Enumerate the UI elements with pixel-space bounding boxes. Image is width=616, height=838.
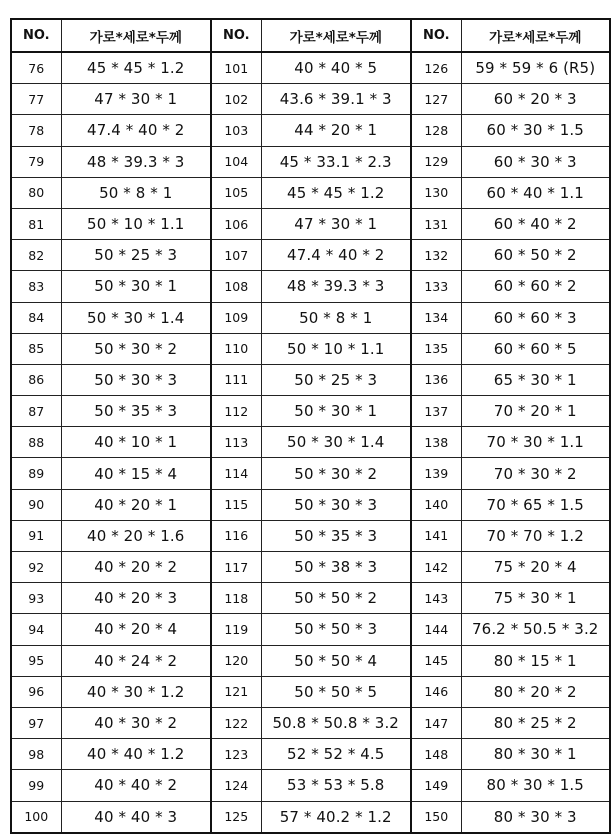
item-dimensions: 75 * 30 * 1 <box>461 583 610 614</box>
header-no: NO. <box>411 19 461 52</box>
item-number: 96 <box>11 676 61 707</box>
item-number: 147 <box>411 707 461 738</box>
spec-sheet <box>10 18 611 834</box>
item-number: 113 <box>211 427 261 458</box>
item-number: 124 <box>211 770 261 801</box>
item-dimensions: 80 * 15 * 1 <box>461 645 610 676</box>
table-row <box>11 801 610 833</box>
item-number: 81 <box>11 208 61 239</box>
item-number: 150 <box>411 801 461 833</box>
item-dimensions: 50 * 30 * 1 <box>261 396 411 427</box>
item-number: 115 <box>211 489 261 520</box>
table-row <box>11 707 610 738</box>
item-number: 93 <box>11 583 61 614</box>
table-row <box>11 676 610 707</box>
table-row <box>11 458 610 489</box>
table-row <box>11 396 610 427</box>
item-number: 92 <box>11 552 61 583</box>
item-number: 148 <box>411 739 461 770</box>
item-number: 84 <box>11 302 61 333</box>
table-row <box>11 552 610 583</box>
item-number: 125 <box>211 801 261 833</box>
item-dimensions: 50 * 30 * 3 <box>261 489 411 520</box>
item-dimensions: 80 * 25 * 2 <box>461 707 610 738</box>
item-number: 112 <box>211 396 261 427</box>
item-dimensions: 50 * 10 * 1.1 <box>261 333 411 364</box>
header-no: NO. <box>211 19 261 52</box>
header-dimensions: 가로*세로*두께 <box>261 19 411 52</box>
item-number: 136 <box>411 364 461 395</box>
table-row <box>11 645 610 676</box>
table-row <box>11 208 610 239</box>
item-number: 145 <box>411 645 461 676</box>
item-number: 78 <box>11 115 61 146</box>
item-number: 118 <box>211 583 261 614</box>
item-number: 77 <box>11 84 61 115</box>
item-number: 116 <box>211 520 261 551</box>
item-number: 111 <box>211 364 261 395</box>
item-number: 141 <box>411 520 461 551</box>
item-number: 105 <box>211 177 261 208</box>
item-dimensions: 60 * 60 * 2 <box>461 271 610 302</box>
item-dimensions: 50 * 50 * 2 <box>261 583 411 614</box>
table-row <box>11 520 610 551</box>
item-number: 95 <box>11 645 61 676</box>
item-number: 108 <box>211 271 261 302</box>
item-number: 109 <box>211 302 261 333</box>
table-row <box>11 333 610 364</box>
item-number: 90 <box>11 489 61 520</box>
item-dimensions: 80 * 20 * 2 <box>461 676 610 707</box>
item-dimensions: 50 * 25 * 3 <box>261 364 411 395</box>
item-number: 128 <box>411 115 461 146</box>
item-number: 80 <box>11 177 61 208</box>
item-number: 137 <box>411 396 461 427</box>
item-dimensions: 50 * 30 * 1.4 <box>261 427 411 458</box>
item-dimensions: 40 * 10 * 1 <box>61 427 211 458</box>
item-dimensions: 60 * 40 * 2 <box>461 208 610 239</box>
item-dimensions: 40 * 40 * 2 <box>61 770 211 801</box>
item-dimensions: 53 * 53 * 5.8 <box>261 770 411 801</box>
item-number: 146 <box>411 676 461 707</box>
item-dimensions: 50.8 * 50.8 * 3.2 <box>261 707 411 738</box>
item-number: 91 <box>11 520 61 551</box>
item-dimensions: 50 * 35 * 3 <box>61 396 211 427</box>
item-dimensions: 40 * 40 * 3 <box>61 801 211 833</box>
item-dimensions: 50 * 30 * 1.4 <box>61 302 211 333</box>
item-dimensions: 50 * 30 * 3 <box>61 364 211 395</box>
item-dimensions: 50 * 25 * 3 <box>61 240 211 271</box>
table-row <box>11 52 610 84</box>
item-dimensions: 45 * 45 * 1.2 <box>261 177 411 208</box>
item-number: 102 <box>211 84 261 115</box>
item-number: 104 <box>211 146 261 177</box>
item-number: 139 <box>411 458 461 489</box>
table-row <box>11 240 610 271</box>
item-dimensions: 80 * 30 * 1 <box>461 739 610 770</box>
item-number: 123 <box>211 739 261 770</box>
table-row <box>11 271 610 302</box>
table-row <box>11 364 610 395</box>
item-dimensions: 40 * 20 * 1.6 <box>61 520 211 551</box>
item-dimensions: 80 * 30 * 3 <box>461 801 610 833</box>
item-dimensions: 60 * 40 * 1.1 <box>461 177 610 208</box>
item-number: 144 <box>411 614 461 645</box>
item-number: 117 <box>211 552 261 583</box>
item-dimensions: 45 * 45 * 1.2 <box>61 52 211 84</box>
item-number: 134 <box>411 302 461 333</box>
item-number: 120 <box>211 645 261 676</box>
item-dimensions: 50 * 50 * 4 <box>261 645 411 676</box>
item-dimensions: 50 * 30 * 2 <box>61 333 211 364</box>
item-number: 99 <box>11 770 61 801</box>
item-number: 121 <box>211 676 261 707</box>
item-dimensions: 50 * 30 * 2 <box>261 458 411 489</box>
item-number: 129 <box>411 146 461 177</box>
item-number: 142 <box>411 552 461 583</box>
item-dimensions: 43.6 * 39.1 * 3 <box>261 84 411 115</box>
item-number: 85 <box>11 333 61 364</box>
item-dimensions: 70 * 20 * 1 <box>461 396 610 427</box>
item-number: 86 <box>11 364 61 395</box>
item-dimensions: 40 * 40 * 5 <box>261 52 411 84</box>
item-dimensions: 50 * 10 * 1.1 <box>61 208 211 239</box>
item-number: 103 <box>211 115 261 146</box>
item-dimensions: 50 * 50 * 5 <box>261 676 411 707</box>
table-row <box>11 489 610 520</box>
item-dimensions: 40 * 30 * 2 <box>61 707 211 738</box>
item-number: 100 <box>11 801 61 833</box>
item-number: 110 <box>211 333 261 364</box>
item-dimensions: 80 * 30 * 1.5 <box>461 770 610 801</box>
item-number: 132 <box>411 240 461 271</box>
item-number: 138 <box>411 427 461 458</box>
item-dimensions: 59 * 59 * 6 (R5) <box>461 52 610 84</box>
item-dimensions: 50 * 38 * 3 <box>261 552 411 583</box>
table-row <box>11 84 610 115</box>
item-dimensions: 40 * 24 * 2 <box>61 645 211 676</box>
table-row <box>11 302 610 333</box>
item-dimensions: 40 * 15 * 4 <box>61 458 211 489</box>
item-dimensions: 57 * 40.2 * 1.2 <box>261 801 411 833</box>
header-dimensions: 가로*세로*두께 <box>461 19 610 52</box>
item-number: 97 <box>11 707 61 738</box>
item-dimensions: 76.2 * 50.5 * 3.2 <box>461 614 610 645</box>
item-number: 133 <box>411 271 461 302</box>
table-row <box>11 146 610 177</box>
item-number: 88 <box>11 427 61 458</box>
item-number: 126 <box>411 52 461 84</box>
dimension-table <box>10 18 611 834</box>
item-number: 76 <box>11 52 61 84</box>
item-number: 131 <box>411 208 461 239</box>
header-dimensions: 가로*세로*두께 <box>61 19 211 52</box>
item-dimensions: 47 * 30 * 1 <box>261 208 411 239</box>
table-row <box>11 614 610 645</box>
item-dimensions: 70 * 30 * 2 <box>461 458 610 489</box>
item-number: 149 <box>411 770 461 801</box>
item-dimensions: 40 * 30 * 1.2 <box>61 676 211 707</box>
item-number: 122 <box>211 707 261 738</box>
item-dimensions: 50 * 50 * 3 <box>261 614 411 645</box>
item-number: 107 <box>211 240 261 271</box>
table-row <box>11 770 610 801</box>
item-number: 114 <box>211 458 261 489</box>
item-dimensions: 70 * 65 * 1.5 <box>461 489 610 520</box>
item-dimensions: 40 * 20 * 2 <box>61 552 211 583</box>
item-dimensions: 50 * 35 * 3 <box>261 520 411 551</box>
item-number: 89 <box>11 458 61 489</box>
item-dimensions: 60 * 60 * 3 <box>461 302 610 333</box>
table-body <box>11 52 610 833</box>
item-number: 106 <box>211 208 261 239</box>
item-number: 143 <box>411 583 461 614</box>
item-dimensions: 50 * 30 * 1 <box>61 271 211 302</box>
item-number: 119 <box>211 614 261 645</box>
header-no: NO. <box>11 19 61 52</box>
item-number: 82 <box>11 240 61 271</box>
table-header <box>11 19 610 52</box>
item-number: 140 <box>411 489 461 520</box>
item-number: 79 <box>11 146 61 177</box>
item-number: 101 <box>211 52 261 84</box>
header-row <box>11 19 610 52</box>
item-dimensions: 47 * 30 * 1 <box>61 84 211 115</box>
item-dimensions: 40 * 40 * 1.2 <box>61 739 211 770</box>
item-dimensions: 44 * 20 * 1 <box>261 115 411 146</box>
item-number: 127 <box>411 84 461 115</box>
item-dimensions: 48 * 39.3 * 3 <box>261 271 411 302</box>
item-dimensions: 50 * 8 * 1 <box>261 302 411 333</box>
item-dimensions: 40 * 20 * 3 <box>61 583 211 614</box>
item-number: 87 <box>11 396 61 427</box>
table-row <box>11 739 610 770</box>
item-number: 83 <box>11 271 61 302</box>
item-number: 98 <box>11 739 61 770</box>
table-row <box>11 427 610 458</box>
item-dimensions: 75 * 20 * 4 <box>461 552 610 583</box>
item-dimensions: 45 * 33.1 * 2.3 <box>261 146 411 177</box>
item-dimensions: 65 * 30 * 1 <box>461 364 610 395</box>
table-row <box>11 115 610 146</box>
item-dimensions: 60 * 30 * 1.5 <box>461 115 610 146</box>
item-dimensions: 60 * 30 * 3 <box>461 146 610 177</box>
item-dimensions: 60 * 60 * 5 <box>461 333 610 364</box>
table-row <box>11 177 610 208</box>
item-dimensions: 70 * 30 * 1.1 <box>461 427 610 458</box>
item-dimensions: 60 * 20 * 3 <box>461 84 610 115</box>
item-dimensions: 47.4 * 40 * 2 <box>61 115 211 146</box>
item-dimensions: 40 * 20 * 4 <box>61 614 211 645</box>
item-dimensions: 48 * 39.3 * 3 <box>61 146 211 177</box>
item-dimensions: 47.4 * 40 * 2 <box>261 240 411 271</box>
item-dimensions: 52 * 52 * 4.5 <box>261 739 411 770</box>
item-number: 130 <box>411 177 461 208</box>
item-dimensions: 60 * 50 * 2 <box>461 240 610 271</box>
item-number: 135 <box>411 333 461 364</box>
item-dimensions: 40 * 20 * 1 <box>61 489 211 520</box>
item-dimensions: 70 * 70 * 1.2 <box>461 520 610 551</box>
table-row <box>11 583 610 614</box>
item-number: 94 <box>11 614 61 645</box>
item-dimensions: 50 * 8 * 1 <box>61 177 211 208</box>
